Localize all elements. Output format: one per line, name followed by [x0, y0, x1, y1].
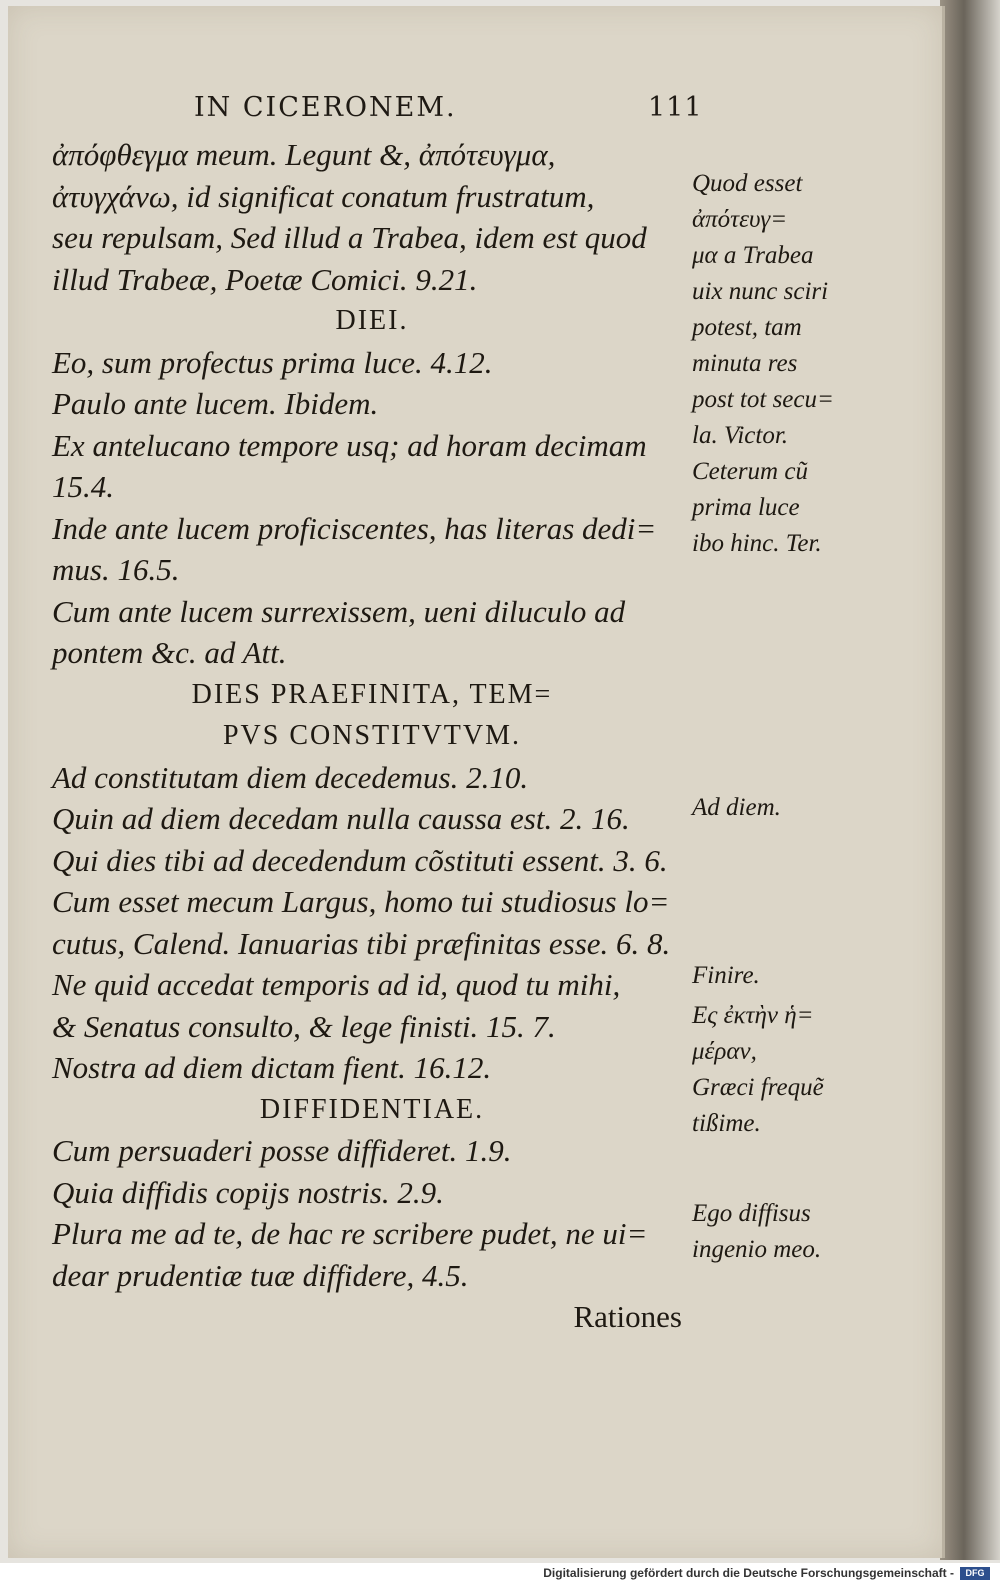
text-line: Cum ante lucem surrexissem, ueni diluculo ad — [52, 593, 626, 629]
section-heading: DIFFIDENTIAE. — [259, 1093, 485, 1125]
text-line: seu repulsam, Sed illud a Trabea, idem est quod — [52, 220, 647, 255]
text-line: Plura me ad te, de hac re scribere pudet, ne ui= — [52, 1216, 648, 1251]
margin-note-quod-esset — [692, 166, 867, 562]
text-line: Quin ad diem decedam nulla caussa est. 2. 16. — [52, 801, 630, 836]
text-line: ἀτυγχάνω, id significat conatum frustratum, — [52, 178, 595, 214]
page-edge — [940, 0, 1000, 1560]
section-heading: DIES PRAEFINITA, TEM= — [191, 678, 553, 710]
text-line: Cum persuaderi posse diffideret. 1.9. — [52, 1133, 512, 1168]
text-line: illud Trabeæ, Poetæ Comici. 9.21. — [52, 261, 478, 297]
section-heading: DIEI. — [335, 305, 409, 336]
book-page — [8, 6, 945, 1558]
text-line: Inde ante lucem proficiscentes, has literas dedi= — [52, 510, 657, 546]
margin-note-line: Ceterum cũ — [692, 458, 808, 485]
margin-note-line: minuta res — [692, 350, 798, 377]
margin-note-line: prima luce — [692, 494, 800, 521]
margin-note-line: uix nunc sciri — [692, 278, 829, 305]
margin-note-line: potest, tam — [692, 314, 802, 341]
margin-note-line: μέραν, — [692, 1038, 757, 1065]
margin-note-ego-diffisus — [692, 1196, 867, 1268]
text-line: Quia diffidis copijs nostris. 2.9. — [52, 1174, 444, 1210]
text-line: Ne quid accedat temporis ad id, quod tu mihi, — [52, 967, 621, 1002]
footer-credit: Digitalisierung gefördert durch die Deutsche Forschungsgemeinschaft - — [543, 1566, 954, 1580]
text-line: Paulo ante lucem. Ibidem. — [52, 386, 379, 421]
margin-note-line: Eς ἐκτὴν ἡ= — [692, 1002, 814, 1029]
text-line: & Senatus consulto, & lege finisti. 15. 7. — [52, 1008, 556, 1044]
text-line: Ad constitutam diem decedemus. 2.10. — [52, 759, 529, 795]
text-line: cutus, Calend. Ianuarias tibi præfinitas esse. 6. 8. — [52, 925, 671, 961]
folio-number: 111 — [648, 92, 703, 123]
margin-note-line: ἀπότευγ= — [692, 206, 788, 233]
running-header — [194, 92, 703, 123]
text-line: ἀπόφθεγμα meum. Legunt &, ἀπότευγμα, — [52, 137, 556, 172]
margin-note-line: Græci frequẽ — [692, 1074, 824, 1101]
margin-note-line: Finire. — [692, 962, 760, 989]
text-line: Cum esset mecum Largus, homo tui studiosus lo= — [52, 884, 670, 919]
catchword: Rationes — [573, 1299, 682, 1334]
margin-note-line: post tot secu= — [692, 386, 834, 413]
text-line: Qui dies tibi ad decedendum cõstituti essent. 3. 6. — [52, 842, 668, 878]
digitization-footer — [0, 1563, 1000, 1585]
margin-note-ad-diem — [692, 790, 867, 826]
margin-note-line: Ad diem. — [692, 794, 781, 821]
text-line: Ex antelucano tempore usq; ad horam decimam — [52, 427, 647, 463]
margin-note-line: ibo hinc. Ter. — [692, 530, 822, 557]
margin-note-line: Ego diffisus — [692, 1200, 811, 1227]
text-line: pontem &c. ad Att. — [52, 635, 287, 670]
section-heading: PVS CONSTITVTVM. — [222, 720, 522, 751]
main-text-column — [52, 134, 692, 1338]
margin-note-line: μα a Trabea — [692, 242, 814, 269]
text-line: 15.4. — [52, 469, 114, 504]
running-title: IN CICERONEM. — [194, 92, 457, 123]
text-line: dear prudentiæ tuæ diffidere, 4.5. — [52, 1257, 469, 1293]
text-line: Nostra ad diem dictam fient. 16.12. — [52, 1050, 492, 1085]
text-line: Eo, sum profectus prima luce. 4.12. — [52, 344, 493, 380]
text-line: mus. 16.5. — [52, 552, 180, 587]
margin-note-greek — [692, 998, 867, 1142]
margin-note-line: Quod esset — [692, 170, 803, 197]
margin-note-line: tißime. — [692, 1110, 761, 1137]
margin-note-finire — [692, 958, 867, 994]
margin-note-line: la. Victor. — [692, 422, 789, 449]
margin-note-line: ingenio meo. — [692, 1236, 822, 1263]
dfg-logo: DFG — [960, 1567, 990, 1580]
